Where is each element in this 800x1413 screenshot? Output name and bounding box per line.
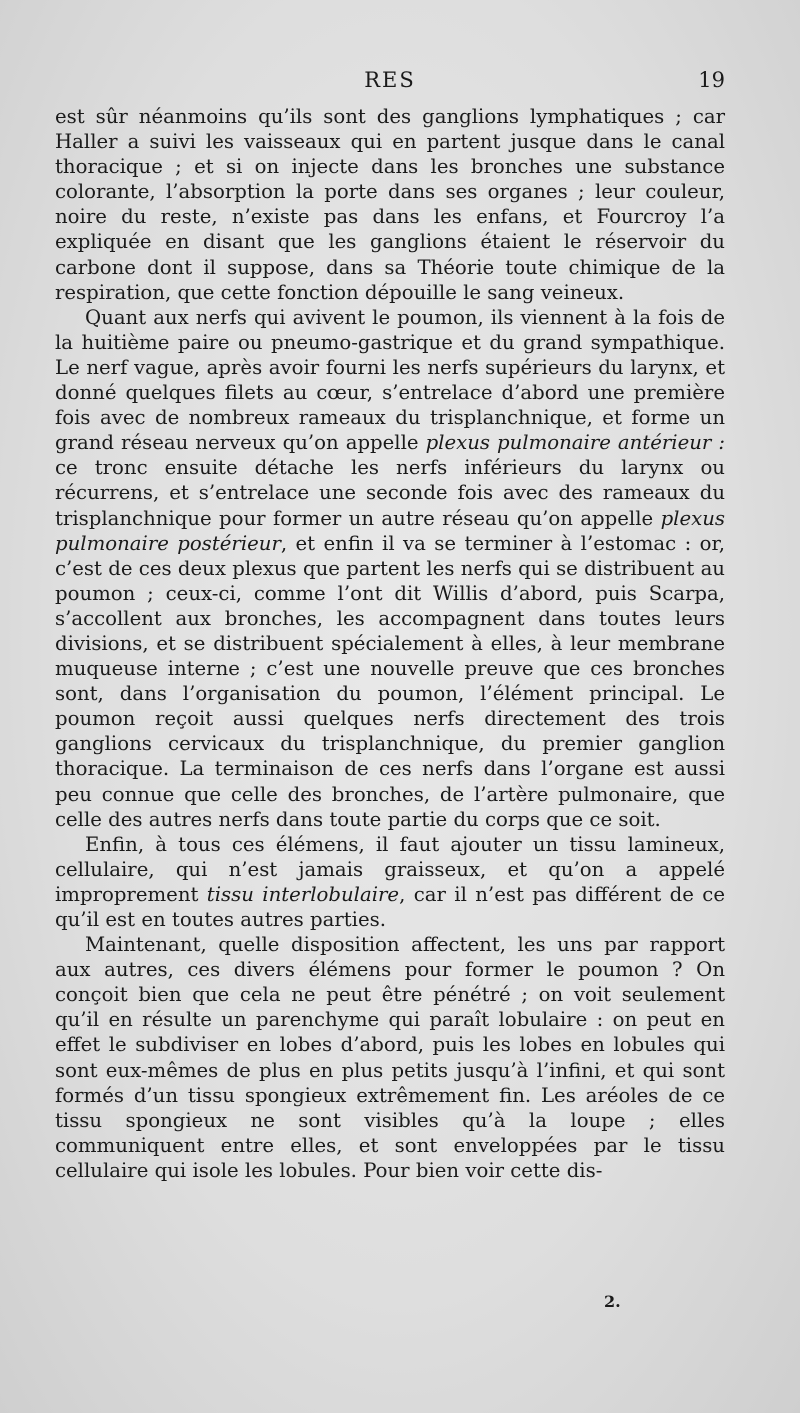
text-run: , car il n’est pas différent de ce qu’il est en toutes autres parties.: [55, 882, 725, 931]
text-run: ce tronc ensuite détache les nerfs inférieurs du larynx ou récurrens, et s’entrelace une seconde fois avec des rameaux du trisplanchnique pour former un autre réseau qu’on appelle: [55, 456, 725, 530]
running-head: RES: [364, 68, 416, 92]
page-header: [55, 68, 725, 102]
page-number: 19: [698, 68, 725, 92]
paragraph-3: [55, 832, 725, 932]
text-run: Maintenant, quelle disposition affectent, les uns par rapport aux autres, ces divers élémens pour former le poumon ? On conçoit bien que cela ne peut être pénétré ; on voit seulement qu’il en résulte un parenchyme qui paraît lobulaire : on peut en effet le subdiviser en lobes d’abord, puis les lobes en lobules qui sont eux-mêmes de plus en plus petits jusqu’à l’infini, et qui sont formés d’un tissu spongieux extrêmement fin. Les aréoles de ce tissu spongieux ne sont visibles qu’à la loupe ; elles communiquent entre elles, et sont enveloppées par le tissu cellulaire qui isole les lobules. Pour bien voir cette dis-: [55, 933, 725, 1182]
text-run: Enfin, à tous ces élémens, il faut ajouter un tissu lamineux, cellulaire, qui n’est jamais graisseux, et qu’on a appelé improprement: [55, 832, 725, 906]
body-text: [55, 104, 725, 1183]
text-run: Quant aux nerfs qui avivent le poumon, ils viennent à la fois de la huitième paire ou pneumo-gastrique et du grand sympathique. Le nerf vague, après avoir fourni les nerfs supérieurs du larynx, et donné quelques filets au cœur, s’entrelace d’abord une première fois avec de nombreux rameaux du trisplanchnique, et forme un grand réseau nerveux qu’on appelle: [55, 305, 725, 455]
text-run: , et enfin il va se terminer à l’estomac : or, c’est de ces deux plexus que partent les nerfs qui se distribuent au poumon ; ceux-ci, comme l’ont dit Willis d’abord, puis Scarpa, s’accollent aux bronches, les accompagnent dans toutes leurs divisions, et se distribuent spécialement à elles, à leur membrane muqueuse interne ; c’est une nouvelle preuve que ces bronches sont, dans l’organisation du poumon, l’élément principal. Le poumon reçoit aussi quelques nerfs directement des trois ganglions cervicaux du trisplanchnique, du premier ganglion thoracique. La terminaison de ces nerfs dans l’organe est aussi peu connue que celle des bronches, de l’artère pulmonaire, que celle des autres nerfs dans toute partie du corps que ce soit.: [55, 531, 725, 831]
italic-term-plexus-posterieur: plexus pulmonaire postérieur: [55, 506, 725, 555]
paragraph-1: [55, 104, 725, 305]
paragraph-2: [55, 305, 725, 832]
italic-term-plexus-anterieur: plexus pulmonaire antérieur :: [425, 431, 725, 455]
printer-signature-mark: 2.: [604, 1292, 621, 1311]
paragraph-4: [55, 932, 725, 1183]
text-run: est sûr néanmoins qu’ils sont des ganglions lymphatiques ; car Haller a suivi les vaisseaux qui en partent jusque dans le canal thoracique ; et si on injecte dans les bronches une substance colorante, l’absorption la porte dans ses organes ; leur couleur, noire du reste, n’existe pas dans les enfans, et Fourcroy l’a expliquée en disant que les ganglions étaient le réservoir du carbone dont il suppose, dans sa Théorie toute chimique de la respiration, que cette fonction dépouille le sang veineux.: [55, 105, 725, 304]
italic-term-tissu-interlobulaire: tissu interlobulaire: [206, 882, 400, 906]
